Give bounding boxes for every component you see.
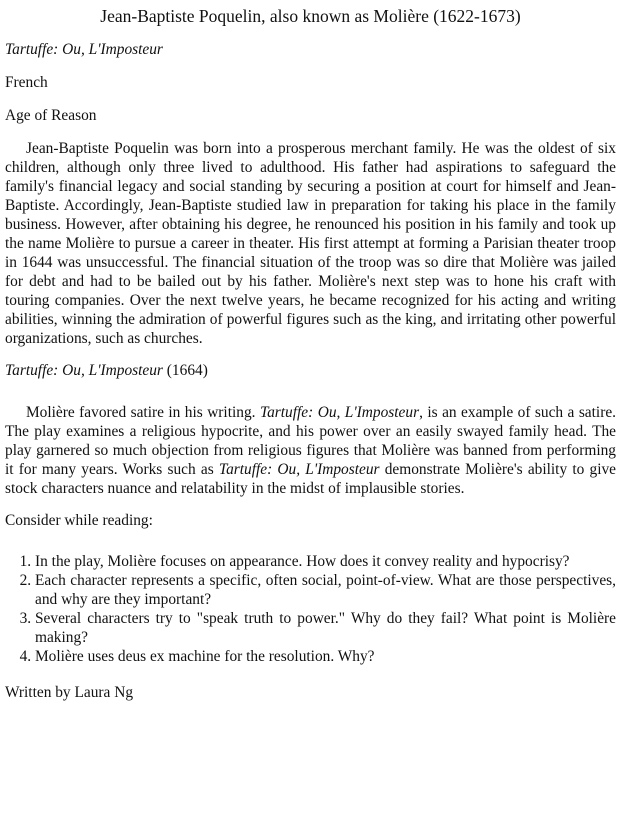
work-paragraph-part3: demonstrate Molière's ability to give stock characters nuance and relatability in the midst of implausible stories.: [5, 461, 617, 497]
work-year: (1664): [166, 362, 208, 379]
question-item-1: 1. In the play, Molière focuses on appearance. How does it convey reality and hypocrisy?: [35, 552, 616, 571]
work-title-italic: Tartuffe: Ou, L'Imposteur: [5, 41, 163, 58]
work-paragraph-italic1: Tartuffe: Ou, L'Imposteur: [259, 404, 420, 421]
author-credit: Written by Laura Ng: [5, 684, 134, 701]
period-label: Age of Reason: [5, 107, 97, 124]
work-paragraph-italic2: Tartuffe: Ou, L'Imposteur: [218, 461, 380, 478]
work-paragraph-part2: , is an example of such a satire. The play examines a religious hypocrite, and his power over an easily swayed family head. The play garnered so much objection from religious figures that Molière was banned from performing it for many years. Works such as: [5, 404, 616, 478]
question-item-4: 4. Molière uses deus ex machine for the resolution. Why?: [35, 647, 616, 666]
language-label: French: [5, 74, 48, 91]
question-list: [5, 552, 616, 666]
consider-heading: Consider while reading:: [5, 512, 153, 529]
biography-paragraph: Jean-Baptiste Poquelin was born into a prosperous merchant family. He was the oldest of six children, although only three lived to adulthood. His father had aspirations to safeguard the family's financial legacy and social standing by securing a position at court for himself and Jean-Baptiste. Accordingly, Jean-Baptiste studied law in preparation for taking his place in the family business. However, after obtaining his degree, he renounced his position in his family and took up the name Molière to pursue a career in theater. His first attempt at forming a Parisian theater troop in 1644 was unsuccessful. The financial situation of the troop was so dire that Molière was jailed for debt and had to be bailed out by his father. Molière's next step was to hone his craft with touring companies. Over the next twelve years, he became recognized for his acting and writing abilities, winning the admiration of powerful figures such as the king, and irritating other powerful organizations, such as churches.: [5, 140, 616, 347]
work-subheading: [5, 361, 616, 380]
work-paragraph-part1: Molière favored satire in his writing.: [26, 404, 260, 421]
work-title-label: [5, 40, 616, 59]
work-subheading-title: Tartuffe: Ou, L'Imposteur: [5, 362, 163, 379]
page-title: Jean-Baptiste Poquelin, also known as Molière (1622-1673): [100, 6, 521, 26]
work-paragraph: [5, 403, 616, 498]
question-item-3: 3. Several characters try to "speak truth to power." Why do they fail? What point is Molière making?: [35, 609, 616, 647]
question-item-2: 2. Each character represents a specific, often social, point-of-view. What are those perspectives, and why are they important?: [35, 571, 616, 609]
